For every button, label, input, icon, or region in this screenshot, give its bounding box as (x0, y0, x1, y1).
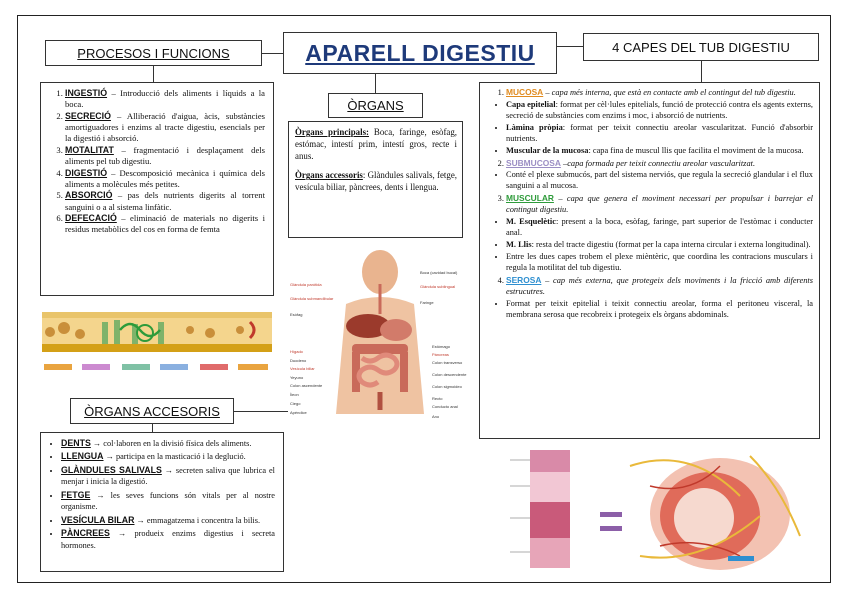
anatomy-label: Ciego (290, 401, 301, 406)
list-item (61, 489, 275, 513)
mucosa-term: MUCOSA (506, 87, 544, 97)
organs-box (288, 121, 463, 238)
procesos-term: ABSORCIÓ (65, 190, 113, 201)
procesos-box (40, 82, 274, 296)
sub-text: Format per teixit epitelial i teixit connectiu areolar, forma el peritoneu visceral, la membrana serosa que recobreix i protegeix els òrgans abdominals. (506, 298, 813, 319)
muscular-term: MUSCULAR (506, 193, 554, 204)
connector-line (375, 74, 376, 93)
list-item (61, 437, 275, 449)
sub-term: M. Llis (506, 239, 532, 249)
procesos-text: – Introducció dels aliments i líquids a la boca. (65, 88, 265, 110)
accesoris-text: → emmagatzema i concentra la bilis. (134, 515, 261, 525)
capes-list (488, 87, 813, 99)
tissue-layers-illustration (490, 446, 818, 576)
organs-accessoris (295, 170, 457, 194)
anatomy-label: Páncreas (432, 352, 449, 357)
sub-text: : format per teixit connectiu areolar vascularitzat. Funció d'absorbir nutrients. (506, 122, 813, 143)
procesos-heading (45, 40, 262, 66)
list-item (65, 168, 265, 190)
serosa-sublist (488, 299, 813, 321)
connector-line (152, 424, 153, 432)
accesoris-list (47, 437, 275, 551)
page-title: APARELL DIGESTIU (283, 32, 557, 74)
capes-box (479, 82, 820, 439)
anatomy-label: Íleon (290, 392, 299, 397)
procesos-heading-text: PROCESOS I FUNCIONS (77, 45, 230, 61)
list-item (506, 299, 813, 321)
serosa-term: SEROSA (506, 274, 542, 285)
accesoris-text: → les seves funcions són vitals per al nostre organisme. (61, 490, 275, 512)
anatomy-label: Colon sigmoideo (432, 384, 462, 389)
anatomy-label: Apéndice (290, 410, 307, 415)
list-item (65, 111, 265, 144)
procesos-text: – Alliberació d'aigua, àcis, substàncies amortiguadores i enzims al tracte digestiu, esencials per la digestió i absorció. (65, 110, 265, 143)
connector-line (557, 46, 583, 47)
list-item (65, 88, 265, 110)
organs-heading-text: ÒRGANS (347, 98, 404, 113)
list-item (506, 240, 813, 251)
list-item (506, 170, 813, 192)
accesoris-term: GLÀNDULES SALIVALS (61, 464, 162, 475)
anatomy-label: Boca (cavidad bucal) (420, 270, 458, 275)
list-item (506, 252, 813, 274)
list-item (61, 527, 275, 551)
submucosa-term: SUBMUCOSA (506, 157, 561, 168)
capes-list-3 (488, 193, 813, 216)
procesos-term: DEFECACIÓ (65, 213, 117, 224)
list-item (65, 213, 265, 235)
sub-text: : format per cèl·lules epitelials, funció de protecció contra els agents externs, secreció de substàncies com enzims i moc, i absorció de nutrients. (506, 99, 813, 120)
list-item (61, 450, 275, 462)
capa-muscular (506, 193, 813, 216)
accesoris-text: → secreten saliva que lubrica el menjar i inicia la digestió. (61, 465, 275, 487)
organs-principals-text: Boca, faringe, esòfag, estómac, intestí prim, intestí gros, recte i anus. (295, 127, 457, 161)
capa-mucosa (506, 87, 813, 99)
anatomy-label: Glándula sublingual (420, 284, 456, 289)
capa-submucosa (506, 158, 813, 170)
submucosa-text: –capa formada per teixit connectiu areolar vascularitzat. (560, 158, 756, 168)
sub-text: : capa fina de muscul llis que facilita el moviment de la mucosa. (588, 145, 804, 155)
procesos-term: DIGESTIÓ (65, 167, 108, 178)
capes-list-2 (488, 158, 813, 170)
anatomy-label: Vesícula biliar (290, 366, 315, 371)
connector-line (262, 53, 284, 54)
organs-principals (295, 127, 457, 162)
accesoris-heading (70, 398, 234, 424)
sub-term: Muscular de la mucosa (506, 145, 589, 155)
anatomy-label: Colon ascendente (290, 383, 323, 388)
sub-term: Capa epitelial (506, 99, 556, 109)
intestine-illustration (40, 300, 276, 378)
list-item (65, 190, 265, 212)
connector-line (234, 411, 288, 412)
anatomy-label: Duodeno (290, 358, 307, 363)
anatomy-label: Colon descendente (432, 372, 467, 377)
procesos-text: – Descomposició mecànica i química dels aliments a molècules més petites. (65, 167, 265, 189)
anatomy-label: Colon transverso (432, 360, 463, 365)
capes-heading-text: 4 CAPES DEL TUB DIGESTIU (612, 39, 790, 55)
procesos-text: – pas dels nutrients digerits al torrent sanguini o a al sistema linfàtic. (65, 190, 265, 212)
mucosa-text: – capa més interna, que està en contacte amb el contingut del tub digestiu. (543, 88, 796, 97)
anatomy-label: Conducto anal (432, 404, 458, 409)
mucosa-sublist (488, 100, 813, 157)
capes-list-4 (488, 275, 813, 298)
sub-text: Conté el plexe submucós, part del sistema nerviós, que regula la secreció glandular i el flux sanguini a al mucosa. (506, 170, 813, 191)
list-item (61, 514, 275, 526)
organs-principals-label: Òrgans principals: (295, 127, 369, 137)
accesoris-term: LLENGUA (61, 451, 104, 462)
anatomy-label: Glàndula submandibular (290, 296, 334, 301)
connector-line (701, 61, 702, 82)
organs-accessoris-label: Òrgans accessoris (295, 170, 363, 181)
capa-serosa (506, 275, 813, 298)
accesoris-term: FETGE (61, 489, 91, 500)
anatomy-label: Esòfag (290, 312, 303, 317)
accesoris-term: PÀNCREES (61, 528, 110, 539)
muscular-sublist (488, 217, 813, 274)
sub-text: : present a la boca, esòfag, faringe, part superior de l'estòmac i conducter anal. (506, 217, 813, 238)
anatomy-label: Faringe (420, 300, 434, 305)
anatomy-label: Hígado (290, 349, 303, 354)
list-item (506, 217, 813, 239)
accesoris-text: → col·laboren en la divisió física dels aliments. (90, 439, 252, 448)
anatomy-label: Recto (432, 396, 443, 401)
connector-line (153, 66, 154, 82)
organs-heading (328, 93, 423, 118)
procesos-term: INGESTIÓ (65, 88, 108, 98)
sub-text: : resta del tracte digestiu (format per la capa interna circular i externa longitudinal). (531, 239, 811, 249)
procesos-text: – fragmentació i desplaçament dels aliments pel tub digestiu. (65, 144, 265, 166)
serosa-text: – cap més externa, que protegeix dels moviments i la fricció amb diferents estrucutres. (506, 275, 813, 296)
accesoris-text: → participa en la masticació i la deglució. (103, 452, 246, 462)
accesoris-box (40, 432, 284, 572)
sub-term: Làmina pròpia (506, 122, 563, 132)
procesos-list (47, 88, 265, 235)
submucosa-sublist (488, 170, 813, 192)
organs-accessoris-text: : Glàndules salivals, fetge, vesícula biliar, pàncrees, dents i llengua. (295, 170, 457, 192)
sub-text: Entre les dues capes trobem el plexe mièntèric, que coordina les contracions musculars i regula la motilitat del tub digestiu. (506, 251, 813, 272)
accesoris-heading-text: ÒRGANS ACCESORIS (84, 403, 220, 419)
anatomy-label: Yeyuno (290, 375, 304, 380)
procesos-term: MOTALITAT (65, 144, 114, 155)
procesos-term: SECRECIÓ (65, 110, 111, 121)
accesoris-text: → produeix enzims digestius i secreta hormones. (61, 529, 275, 550)
anatomy-label: Estómago (432, 344, 451, 349)
accesoris-term: DENTS (61, 438, 91, 448)
list-item (506, 146, 813, 157)
sub-term: M. Esquelètic (506, 217, 556, 227)
anatomy-label: Ano (432, 414, 440, 419)
accesoris-term: VESÍCULA BILAR (61, 514, 135, 525)
list-item (506, 123, 813, 145)
list-item (61, 464, 275, 488)
muscular-text: – capa que genera el moviment necessari per propulsar i barrejar el contingut digestiu. (506, 194, 813, 215)
list-item (65, 145, 265, 167)
capes-heading (583, 33, 819, 61)
anatomy-label: Glàndula parótida (290, 282, 322, 287)
digestive-anatomy-illustration (288, 244, 468, 426)
list-item (506, 100, 813, 122)
procesos-text: – eliminació de materials no digerits i residus metabòlics del cos en forma de femta (65, 213, 265, 235)
